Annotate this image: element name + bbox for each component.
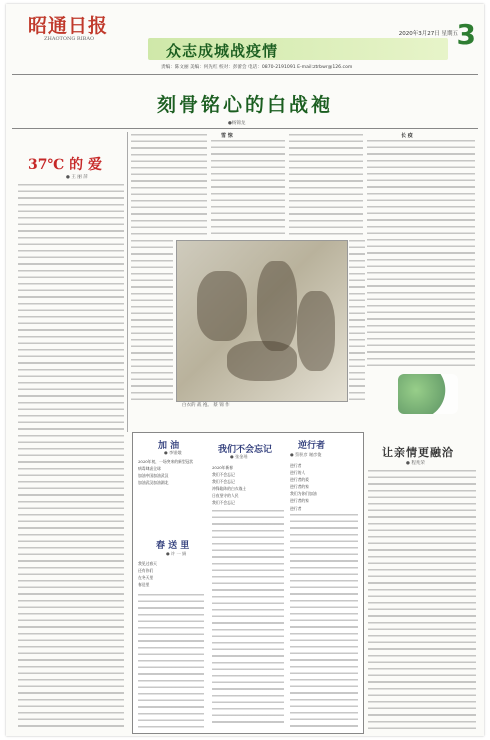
poem-author-1: ● 李银娥 <box>164 450 182 455</box>
right-article-title: 让亲情更融洽 <box>382 446 454 459</box>
feature-column-3 <box>289 134 363 238</box>
left-article-title: 37℃ 的 爱 <box>28 157 103 173</box>
section-banner <box>148 38 448 60</box>
poem-author-3: ● 蔡积彦 谢彦俊 <box>290 452 322 457</box>
feature-byline: ●杨锦龙 <box>228 121 246 126</box>
feature-column-4 <box>367 140 475 370</box>
decorative-badge <box>398 374 458 414</box>
feature-column-2 <box>211 140 285 238</box>
poem-text-4-cont <box>138 594 204 728</box>
title-divider <box>12 128 478 129</box>
poem-author-2: ● 张金瑶 <box>230 454 248 459</box>
poem-title-3: 逆行者 <box>298 441 326 451</box>
masthead <box>6 4 484 76</box>
issue-date: 2020年3月27日 星期五 <box>398 31 458 37</box>
poem-text-4: 我见过春天 还有你们 在冬天里 春送里 <box>138 561 157 588</box>
feature-subheading-1: 雪 惊 <box>221 133 233 139</box>
poem-text-3-cont <box>290 514 358 728</box>
right-article-byline: ● 程兆荣 <box>406 461 425 466</box>
paper-logo-latin: ZHAOTONG RIBAO <box>44 36 95 42</box>
left-article-body <box>18 184 124 732</box>
photo-caption: 白衣的 战 袍。 蔡 锦 作 <box>182 403 230 408</box>
poem-author-4: ● 许 一 娟 <box>166 551 187 556</box>
poem-text-3: 逆行者 逆行的人 逆行者的爱 逆行者的家 我们为你们加油 逆行者的家 逆行者 <box>290 463 317 511</box>
left-article-byline: ● 王 丽 萍 <box>66 175 88 180</box>
right-article-body <box>368 470 476 732</box>
feature-subheading-2: 长 疫 <box>401 133 413 139</box>
poem-title-2: 我们不会忘记 <box>218 445 273 455</box>
column-divider <box>127 132 128 432</box>
feature-column-5 <box>131 240 173 400</box>
page-number: 3 <box>456 18 476 51</box>
poem-text-2: 2020年新春 我们不会忘记 我们不会忘记 冲锋陷阵的白衣战士 日夜坚守的人民 我们不会忘记 <box>212 465 247 506</box>
poem-title-4: 春 送 里 <box>156 541 190 551</box>
poem-text-1: 2020年初，一场突来的新型冠状 病毒肆虐全球 加油中国加油武汉 加油武汉加油湖北 <box>138 459 194 486</box>
feature-column-1 <box>131 134 207 238</box>
ink-painting-image <box>176 240 348 402</box>
masthead-divider <box>12 74 478 75</box>
editor-info: 责编：陈文丽 美编：何先红 校对：彭蕾会 电话：0870-2191091 E-mail:ztrbwr@126.com <box>161 65 353 70</box>
section-title: 众志成城战疫情 <box>166 42 279 60</box>
poem-text-2-cont <box>212 510 284 728</box>
paper-logo: 昭通日报 <box>28 15 109 37</box>
feature-title: 刻骨铭心的白战袍 <box>156 94 333 116</box>
feature-column-6 <box>349 240 365 400</box>
poem-title-1: 加 油 <box>158 441 180 451</box>
newspaper-page <box>6 4 484 736</box>
